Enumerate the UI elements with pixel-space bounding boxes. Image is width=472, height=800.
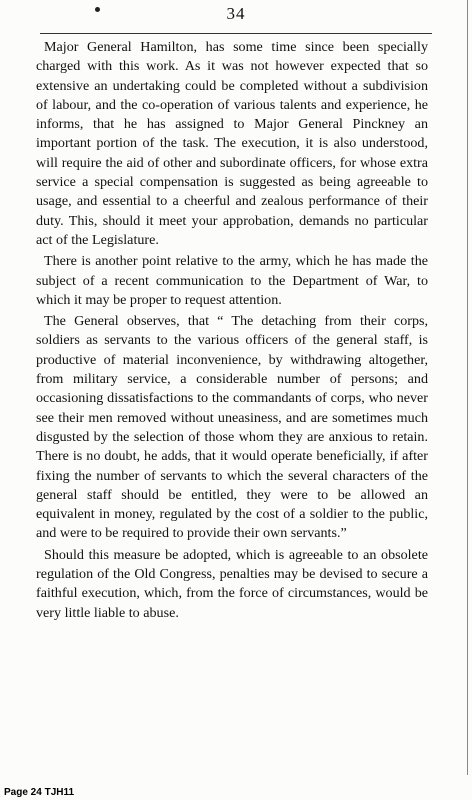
- page-edge-line: [467, 0, 468, 775]
- page-number: 34: [226, 4, 246, 23]
- paragraph: The General observes, that “ The detaching from their corps, soldiers as servants to the various officers of the general staff, is productive of material inconvenience, by withdrawing altogether, from military service, a considerable number of persons; and occasioning dissatisfactions to the commandants of corps, who never see their men removed without uneasiness, and are sometimes much disgusted by the selection of those whom they are anxious to retain. There is no doubt, he adds, that it would operate beneficially, if after fixing the number of servants to which the several characters of the general staff should be entitled, they were to be allowed an equivalent in money, regulated by the cost of a soldier to the public, and were to be required to provide their own servants.”: [36, 313, 428, 542]
- paragraph: Should this measure be adopted, which is agreeable to an obsolete regulation of the Old Congress, penalties may be devised to secure a faithful execution, which, from the force of circumstances, would be very little liable to abuse.: [36, 546, 428, 621]
- paragraph: There is another point relative to the army, which he has made the subject of a recent communication to the Department of War, to which it may be proper to request attention.: [36, 253, 428, 308]
- scan-footer-label: Page 24 TJH11: [4, 787, 75, 798]
- page-header-rule: [40, 33, 432, 34]
- body-text: [36, 38, 428, 625]
- paragraph: Major General Hamilton, has some time since been specially charged with this work. As it was not however expected that so extensive an undertaking could be completed without a subdivision of labour, and the co-operation of various talents and experience, he informs, that he has assigned to Major General Pinckney an important portion of the task. The execution, it is also understood, will require the aid of other and subordinate officers, for whose extra service a special compensation is suggested as being agreeable to usage, and essential to a cheerful and zealous performance of their duty. This, should it meet your approbation, demands no particular act of the Legislature.: [36, 39, 428, 248]
